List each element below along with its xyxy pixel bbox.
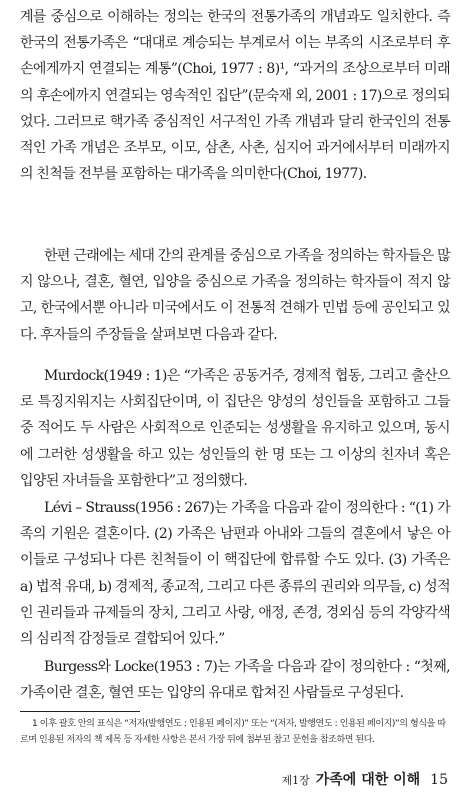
body-paragraph-5: Burgess와 Locke(1953 : 7)는 가족을 다음과 같이 정의한다 : “첫째, 가족이란 결혼, 혈연 또는 입양의 유대로 합쳐진 사람들로 구성된다. (20, 659, 450, 702)
body-paragraph-4: Lévi – Strauss(1956 : 267)는 가족을 다음과 같이 정의한다 : “(1) 가족의 기원은 결혼이다. (2) 가족은 남편과 아내와 그들의 결혼에서 낳은 아이들로 구성되나 다른 친척들이 이 핵집단에 합류할 수도 있다. (3) 가족은 a) 법적 유대, b) 경제적, 종교적, 그리고 다른 종류의 권리와 의무들, c) 성적인 권리들과 규제들의 장치, 그리고 사랑, 애정, 존경, 경외심 등의 각양각색의 심리적 감정들로 결합되어 있다.” (20, 500, 450, 648)
footnote-divider (20, 711, 140, 712)
running-footer (281, 771, 448, 790)
body-paragraph-2: 한편 근래에는 세대 간의 관계를 중심으로 가족을 정의하는 학자들은 많지 않으나, 결혼, 혈연, 입양을 중심으로 가족을 정의하는 학자들이 적지 않고, 한국에서뿐 아니라 미국에서도 이 전통적 견해가 민법 등에 공인되고 있다. 후자들의 주장들을 살펴보면 다음과 같다. (20, 248, 450, 343)
page-number: 15 (430, 772, 448, 788)
body-paragraph-1: 계를 중심으로 이해하는 정의는 한국의 전통가족의 개념과도 일치한다. 즉 한국의 전통가족은 “대대로 계승되는 부계로서 이는 부족의 시조로부터 후손에게까지 연결되는 계통”(Choi, 1977 : 8)¹, “과거의 조상으로부터 미래의 후손에까지 연결되는 영속적인 집단”(문숙재 외, 2001 : 17)으로 정의되었다. 그러므로 핵가족 중심적인 서구적인 가족 개념과 달리 한국인의 전통적인 가족 개념은 조부모, 이모, 삼촌, 사촌, 심지어 과거에서부터 미래까지의 친척들 전부를 포함하는 대가족을 의미한다(Choi, 1977). (20, 9, 450, 183)
body-paragraph-3: Murdock(1949 : 1)은 “가족은 공동거주, 경제적 협동, 그리고 출산으로 특징지워지는 사회집단이며, 이 집단은 양성의 성인들을 포함하고 그들 중 적어도 두 사람은 사회적으로 인준되는 성생활을 유지하고 있으며, 동시에 그러한 성생활을 하고 있는 성인들의 한 명 또는 그 이상의 친자녀 혹은 입양된 자녀들을 포함한다”고 정의했다. (20, 368, 450, 489)
footnote: 1 이후 괄호 안의 표식은 “저자(발행연도 : 인용된 페이지)” 또는 “(저자, 발행연도 : 인용된 페이지)”의 형식을 따르며 인용된 저자의 책 제목 등 자세한 사항은 본서 가장 뒤에 첨부된 참고 문헌을 참조하면 된다. (20, 719, 446, 745)
footer-chapter: 제1장 (281, 774, 310, 787)
footer-chapter-title: 가족에 대한 이해 (315, 772, 421, 788)
